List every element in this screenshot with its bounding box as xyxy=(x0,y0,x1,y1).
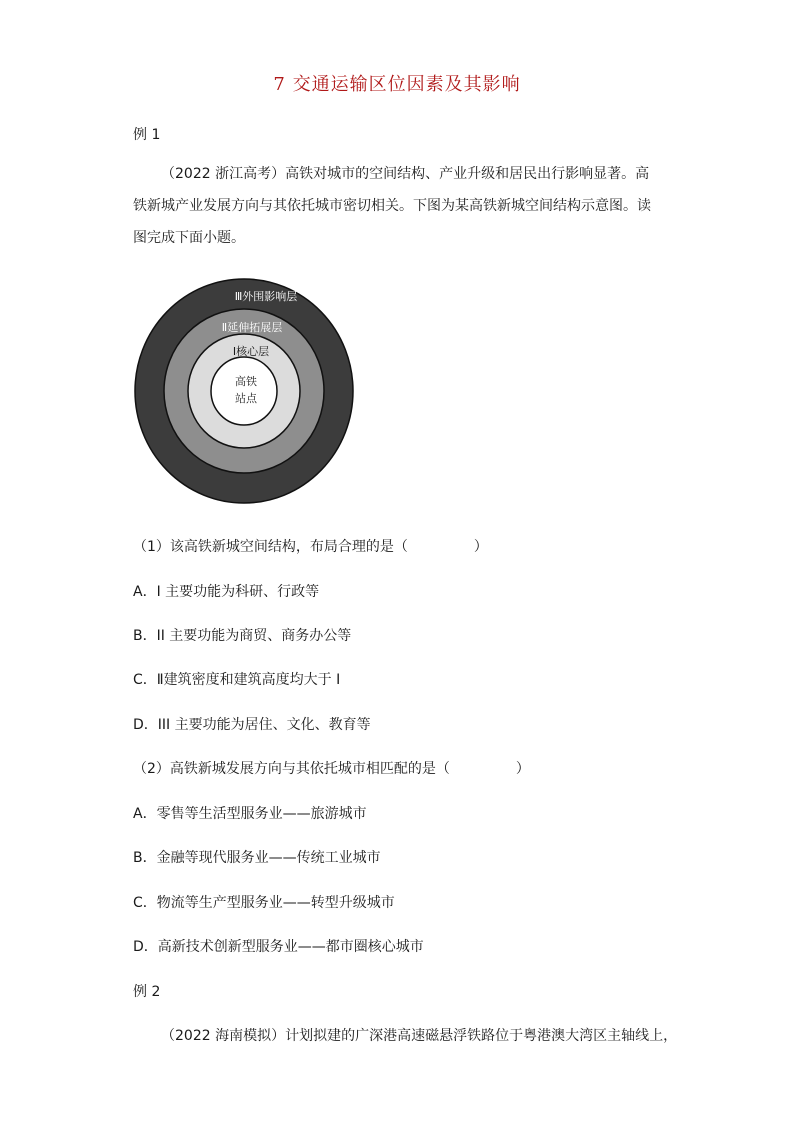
question-1-option-d: D．III 主要功能为居住、文化、教育等 xyxy=(133,717,371,733)
inner-layer-label: Ⅰ核心层 xyxy=(232,345,270,358)
example-1-label: 例 1 xyxy=(133,127,161,143)
question-1-stem xyxy=(133,536,488,556)
example-2-label: 例 2 xyxy=(133,984,161,1000)
outer-layer-label: Ⅲ外围影响层 xyxy=(234,290,298,303)
question-2-option-d: D．高新技术创新型服务业——都市圈核心城市 xyxy=(133,939,424,955)
center-label-line1: 高铁 xyxy=(235,375,257,388)
spatial-structure-diagram xyxy=(134,278,354,504)
question-2-stem xyxy=(133,758,530,778)
question-2-stem-close: ） xyxy=(515,761,530,777)
example-2-intro: （2022 海南模拟）计划拟建的广深港高速磁悬浮铁路位于粤港澳大湾区主轴线上， xyxy=(161,1028,678,1044)
question-2-option-b: B．金融等现代服务业——传统工业城市 xyxy=(133,850,381,866)
middle-layer-label: Ⅱ延伸拓展层 xyxy=(221,321,283,334)
question-2-stem-text: （2）高铁新城发展方向与其依托城市相匹配的是（ xyxy=(133,761,450,777)
center-circle xyxy=(211,357,277,425)
question-2-option-a: A．零售等生活型服务业——旅游城市 xyxy=(133,806,367,822)
center-label-line2: 站点 xyxy=(235,392,257,405)
page-title: 7 交通运输区位因素及其影响 xyxy=(273,74,521,95)
question-1-option-c: C．Ⅱ建筑密度和建筑高度均大于 I xyxy=(133,672,341,688)
question-1-stem-close: ） xyxy=(473,539,488,555)
question-2-option-c: C．物流等生产型服务业——转型升级城市 xyxy=(133,895,395,911)
example-1-intro-text: （2022 浙江高考）高铁对城市的空间结构、产业升级和居民出行影响显著。高铁新城产业发展方向与其依托城市密切相关。下图为某高铁新城空间结构示意图。读图完成下面小题。 xyxy=(133,166,651,246)
example-1-intro xyxy=(133,158,663,254)
question-1-option-b: B．II 主要功能为商贸、商务办公等 xyxy=(133,628,352,644)
question-1-option-a: A．I 主要功能为科研、行政等 xyxy=(133,584,320,600)
question-1-stem-text: （1）该高铁新城空间结构，布局合理的是（ xyxy=(133,539,408,555)
